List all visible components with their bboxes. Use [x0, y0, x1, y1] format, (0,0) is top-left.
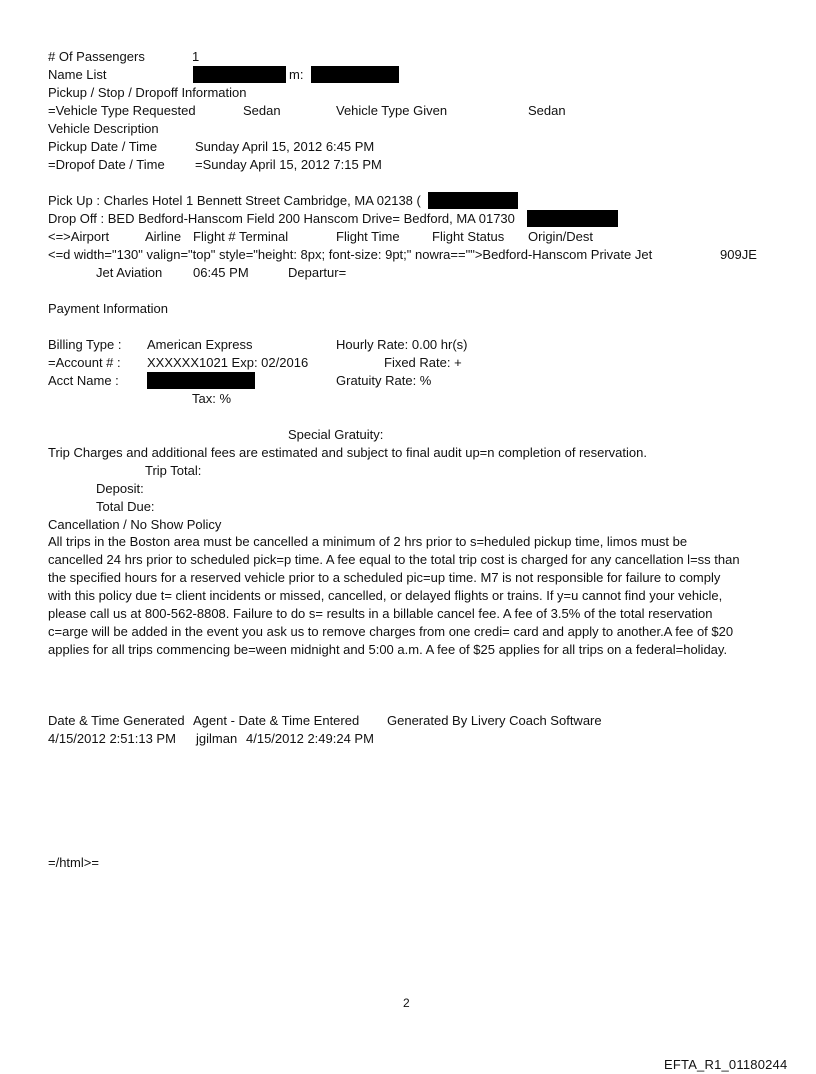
flight-header-origin-dest: Origin/Dest	[528, 229, 594, 244]
tax-rate: Tax: %	[192, 391, 232, 406]
flight-row-number: 909JE	[720, 247, 757, 262]
generated-datetime: 4/15/2012 2:51:13 PM	[48, 731, 176, 746]
generated-header-datetime: Date & Time Generated	[48, 713, 185, 728]
dropoff-datetime-label: =Dropof Date / Time	[48, 157, 165, 172]
vehicle-requested-value: Sedan	[243, 103, 281, 118]
pickup-datetime-value: Sunday April 15, 2012 6:45 PM	[195, 139, 375, 154]
cancellation-policy	[48, 533, 768, 659]
trip-charges-note: Trip Charges and additional fees are estimated and subject to final audit up=n completion of reservation.	[48, 445, 647, 460]
flight-header-airport: <=>Airport	[48, 229, 110, 244]
passengers-value: 1	[192, 49, 200, 64]
billing-type-value: American Express	[147, 337, 253, 352]
redaction-box	[193, 66, 286, 83]
generated-header-software: Generated By Livery Coach Software	[387, 713, 602, 728]
account-label: =Account # :	[48, 355, 121, 370]
policy-line: the specified hours for a reserved vehicle prior to a scheduled pic=up time. M7 is not responsible for failure to comply	[48, 570, 721, 585]
policy-line: All trips in the Boston area must be cancelled a minimum of 2 hrs prior to s=heduled pickup time, limos must be	[48, 534, 688, 549]
redaction-box	[428, 192, 518, 209]
payment-heading: Payment Information	[48, 301, 168, 316]
deposit: Deposit:	[96, 481, 144, 496]
special-gratuity: Special Gratuity:	[288, 427, 384, 442]
policy-line: applies for all trips commencing be=ween midnight and 5:00 a.m. A fee of $25 applies for all trips on a federal=holiday.	[48, 642, 728, 657]
redaction-box	[147, 372, 255, 389]
flight-header-airline: Airline	[145, 229, 182, 244]
section-pickup-heading: Pickup / Stop / Dropoff Information	[48, 85, 247, 100]
pickup-address: Pick Up : Charles Hotel 1 Bennett Street Cambridge, MA 02138 (	[48, 193, 421, 208]
dropoff-address: Drop Off : BED Bedford-Hanscom Field 200 Hanscom Drive= Bedford, MA 01730	[48, 211, 515, 226]
total-due: Total Due:	[96, 499, 155, 514]
acct-name-label: Acct Name :	[48, 373, 119, 388]
trip-total: Trip Total:	[145, 463, 202, 478]
page-number: 2	[403, 996, 410, 1010]
html-close-tag: =/html>=	[48, 855, 99, 870]
vehicle-given-label: Vehicle Type Given	[336, 103, 448, 118]
document-id: EFTA_R1_01180244	[664, 1057, 788, 1072]
generated-entered: 4/15/2012 2:49:24 PM	[246, 731, 374, 746]
flight-row-aviation: Jet Aviation	[96, 265, 163, 280]
cancellation-heading: Cancellation / No Show Policy	[48, 517, 222, 532]
flight-header-time: Flight Time	[336, 229, 400, 244]
generated-header-agent: Agent - Date & Time Entered	[193, 713, 360, 728]
gratuity-rate: Gratuity Rate: %	[336, 373, 432, 388]
billing-type-label: Billing Type :	[48, 337, 122, 352]
policy-line: cancelled 24 hrs prior to scheduled pick=p time. A fee equal to the total trip cost is charged for any cancellation l=ss than	[48, 552, 740, 567]
flight-header-status: Flight Status	[432, 229, 505, 244]
dropoff-datetime-value: =Sunday April 15, 2012 7:15 PM	[195, 157, 382, 172]
hourly-rate: Hourly Rate: 0.00 hr(s)	[336, 337, 468, 352]
policy-line: c=arge will be added in the event you ask us to remove charges from one credi= card and apply to another.A fee of $20	[48, 624, 734, 639]
policy-line: please call us at 800-562-8808. Failure to do s= results in a billable cancel fee. A fee of 3.5% of the total reservation	[48, 606, 713, 621]
name-list-label: Name List	[48, 67, 107, 82]
flight-row-time: 06:45 PM	[193, 265, 249, 280]
pickup-datetime-label: Pickup Date / Time	[48, 139, 158, 154]
vehicle-description-label: Vehicle Description	[48, 121, 159, 136]
vehicle-requested-label: =Vehicle Type Requested	[48, 103, 196, 118]
flight-row-code: <=d width="130" valign="top" style="height: 8px; font-size: 9pt;" nowra=="">Bedford-Hanscom Private Jet	[48, 247, 653, 262]
name-list-m-label: m:	[289, 67, 304, 82]
passengers-label: # Of Passengers	[48, 49, 145, 64]
generated-agent: jgilman	[196, 731, 238, 746]
flight-row-status: Departur=	[288, 265, 347, 280]
redaction-box	[527, 210, 618, 227]
vehicle-given-value: Sedan	[528, 103, 566, 118]
fixed-rate: Fixed Rate: +	[384, 355, 462, 370]
account-value: XXXXXX1021 Exp: 02/2016	[147, 355, 309, 370]
policy-line: with this policy due t= client incidents or missed, cancelled, or delayed flights or trains. If y=u cannot find your vehicle,	[48, 588, 723, 603]
redaction-box	[311, 66, 399, 83]
flight-header-terminal: Flight # Terminal	[193, 229, 289, 244]
